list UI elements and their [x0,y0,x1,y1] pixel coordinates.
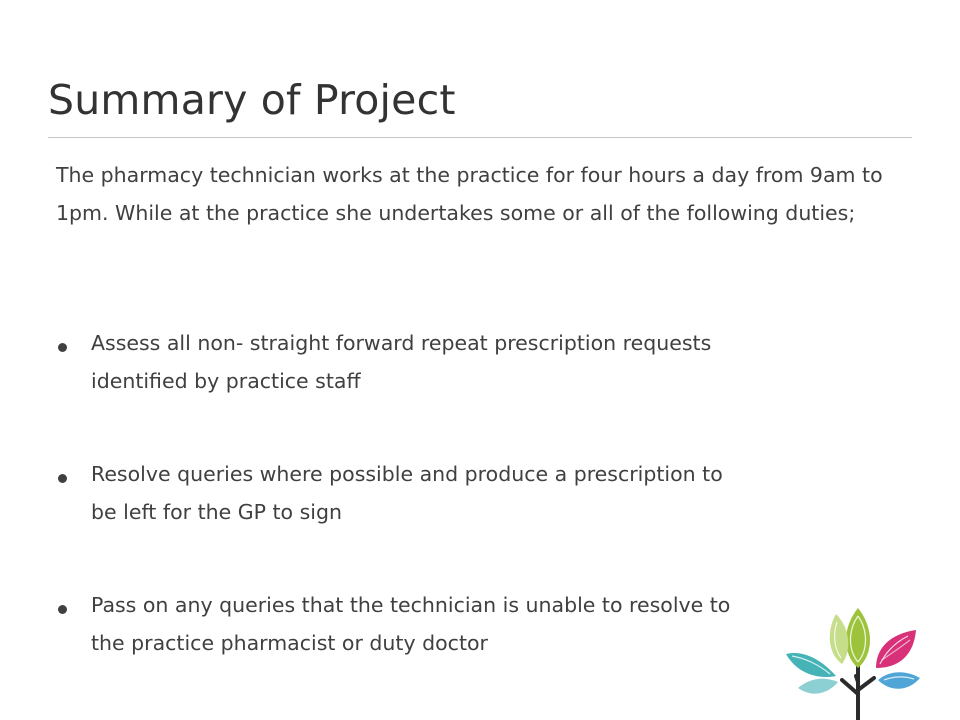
magenta-leaf-icon [876,630,916,668]
bullet-dot-icon [58,343,67,352]
duty-text-line1: Assess all non- straight forward repeat prescription requests [91,331,712,355]
title-divider [48,137,912,138]
duty-text-line2: identified by practice staff [91,369,361,393]
bullet-dot-icon [58,605,67,614]
duty-text-line1: Pass on any queries that the technician is unable to resolve to [91,593,731,617]
light-teal-leaf-icon [798,679,838,694]
duty-bullet-1 [56,324,916,400]
blue-leaf-icon [878,672,920,689]
intro-paragraph: The pharmacy technician works at the practice for four hours a day from 9am to 1pm. While at the practice she undertakes some or all of the following duties; [56,163,883,225]
bullet-dot-icon [58,474,67,483]
light-green-leaf-icon [830,614,849,664]
teal-leaf-icon [786,653,836,677]
duty-text-line2: be left for the GP to sign [91,500,342,524]
duty-text-line1: Resolve queries where possible and produce a prescription to [91,462,723,486]
tree-leaves-logo-icon [780,606,930,720]
green-leaf-icon [846,608,870,668]
duty-bullet-2 [56,455,916,531]
slide-title: Summary of Project [48,76,456,124]
tree-trunk-icon [842,666,874,720]
duty-text-line2: the practice pharmacist or duty doctor [91,631,488,655]
